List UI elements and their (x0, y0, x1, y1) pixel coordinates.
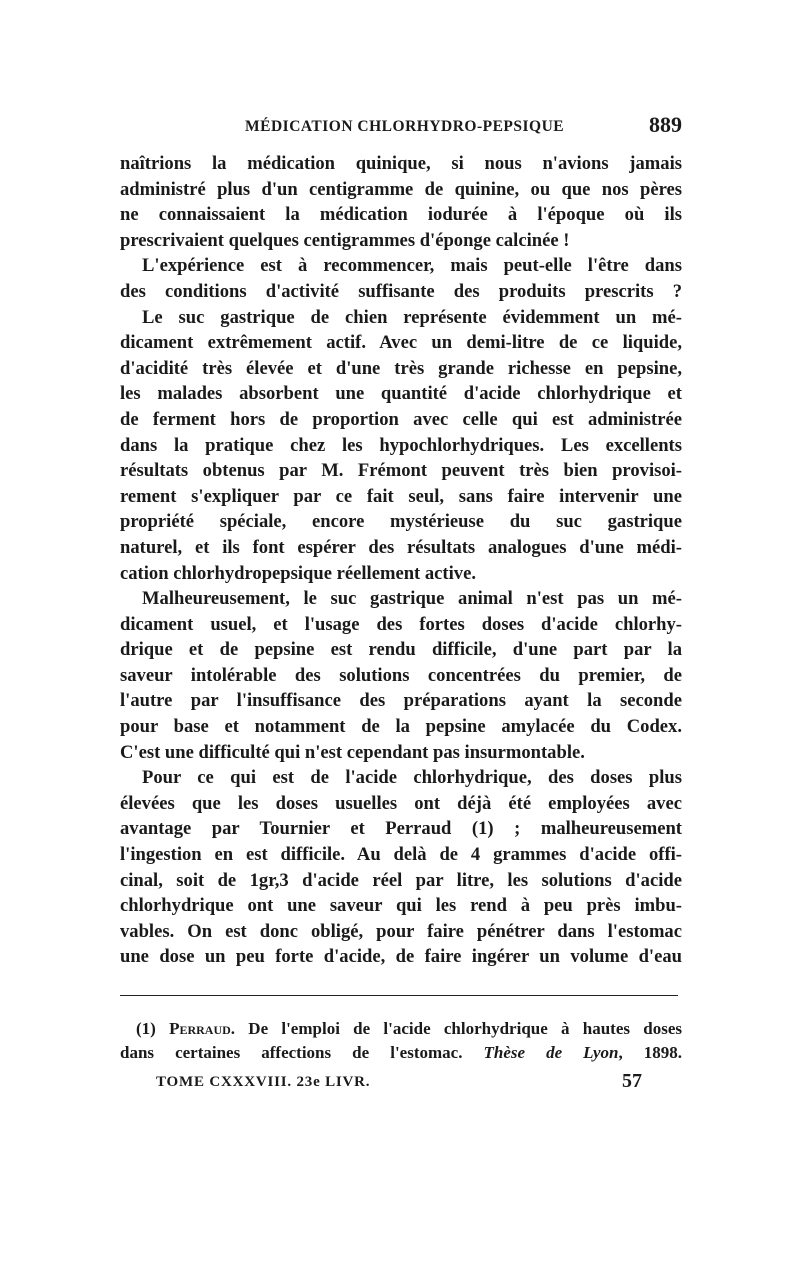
text-line: pour base et notamment de la pepsine amylacée du Codex. (120, 716, 682, 738)
text-line: Malheureusement, le suc gastrique animal n'est pas un mé- (142, 588, 682, 610)
text-line: vables. On est donc obligé, pour faire pénétrer dans l'estomac (120, 920, 682, 942)
text-line: les malades absorbent une quantité d'acide chlorhydrique et (120, 383, 682, 405)
text-line: naîtrions la médication quinique, si nous n'avions jamais (120, 153, 682, 174)
text-line: dicament extrêmement actif. Avec un demi-litre de ce liquide, (120, 332, 682, 354)
text-line: l'autre par l'insuffisance des préparations ayant la seconde (120, 690, 682, 712)
text-line: l'ingestion en est difficile. Au delà de 4 grammes d'acide offi- (120, 844, 682, 866)
page-number: 889 (649, 112, 682, 137)
text-line: cinal, soit de 1gr,3 d'acide réel par litre, les solutions d'acide (120, 869, 682, 891)
text-line: une dose un peu forte d'acide, de faire ingérer un volume d'eau (120, 946, 682, 968)
footnote-line (120, 1017, 682, 1041)
text-line: C'est une difficulté qui n'est cependant pas insurmontable. (120, 741, 585, 763)
body-text (120, 151, 682, 970)
text-line: dans la pratique chez les hypochlorhydriques. Les excellents (120, 434, 682, 456)
footnote (120, 1017, 682, 1065)
footnote-line (120, 1041, 682, 1065)
text-line: saveur intolérable des solutions concentrées du premier, de (120, 664, 682, 686)
text-line: des conditions d'activité suffisante des produits prescrits ? (120, 280, 682, 302)
text-line: rement s'expliquer par ce fait seul, sans faire intervenir une (120, 485, 682, 507)
text-line: prescrivaient quelques centigrammes d'éponge calcinée ! (120, 229, 570, 251)
text-line: Le suc gastrique de chien représente évidemment un mé- (142, 306, 682, 328)
text-line: drique et de pepsine est rendu difficile, d'une part par la (120, 639, 682, 661)
text-line: dicament usuel, et l'usage des fortes doses d'acide chlorhy- (120, 613, 682, 635)
page-header (120, 112, 682, 146)
footnote-text: dans certaines affections de l'estomac. (120, 1043, 484, 1062)
text-line: chlorhydrique ont une saveur qui les rend à peu près imbu- (120, 895, 682, 917)
text-line: administré plus d'un centigramme de quinine, ou que nos pères (120, 178, 682, 200)
text-line: résultats obtenus par M. Frémont peuvent très bien provisoi- (120, 460, 682, 482)
running-title: MÉDICATION CHLORHYDRO-PEPSIQUE (245, 118, 565, 135)
text-line: Pour ce qui est de l'acide chlorhydrique, des doses plus (142, 767, 682, 789)
text-line: L'expérience est à recommencer, mais peut-elle l'être dans (142, 255, 682, 277)
signature-number: 57 (622, 1070, 642, 1092)
text-line: avantage par Tournier et Perraud (1) ; malheureusement (120, 818, 682, 840)
footnote-marker: (1) (136, 1019, 156, 1038)
signature-text: TOME CXXXVIII. 23e LIVR. (156, 1074, 371, 1090)
footnote-citation: Thèse de Lyon (483, 1043, 619, 1062)
text-line: d'acidité très élevée et d'une très grande richesse en pepsine, (120, 357, 682, 379)
text-line: ne connaissaient la médication iodurée à l'époque où ils (120, 204, 682, 226)
text-line: naturel, et ils font espérer des résultats analogues d'une médi- (120, 536, 682, 558)
footnote-year: , 1898. (618, 1043, 682, 1062)
printer-signature (156, 1070, 642, 1096)
text-line: cation chlorhydropepsique réellement active. (120, 562, 476, 584)
footnote-rule (120, 995, 678, 996)
text-line: élevées que les doses usuelles ont déjà été employées avec (120, 792, 682, 814)
footnote-text: . De l'emploi de l'acide chlorhydrique à hautes doses (230, 1019, 682, 1038)
text-line: propriété spéciale, encore mystérieuse du suc gastrique (120, 511, 682, 533)
text-line: de ferment hors de proportion avec celle qui est administrée (120, 408, 682, 430)
footnote-author: Perraud (169, 1019, 231, 1038)
